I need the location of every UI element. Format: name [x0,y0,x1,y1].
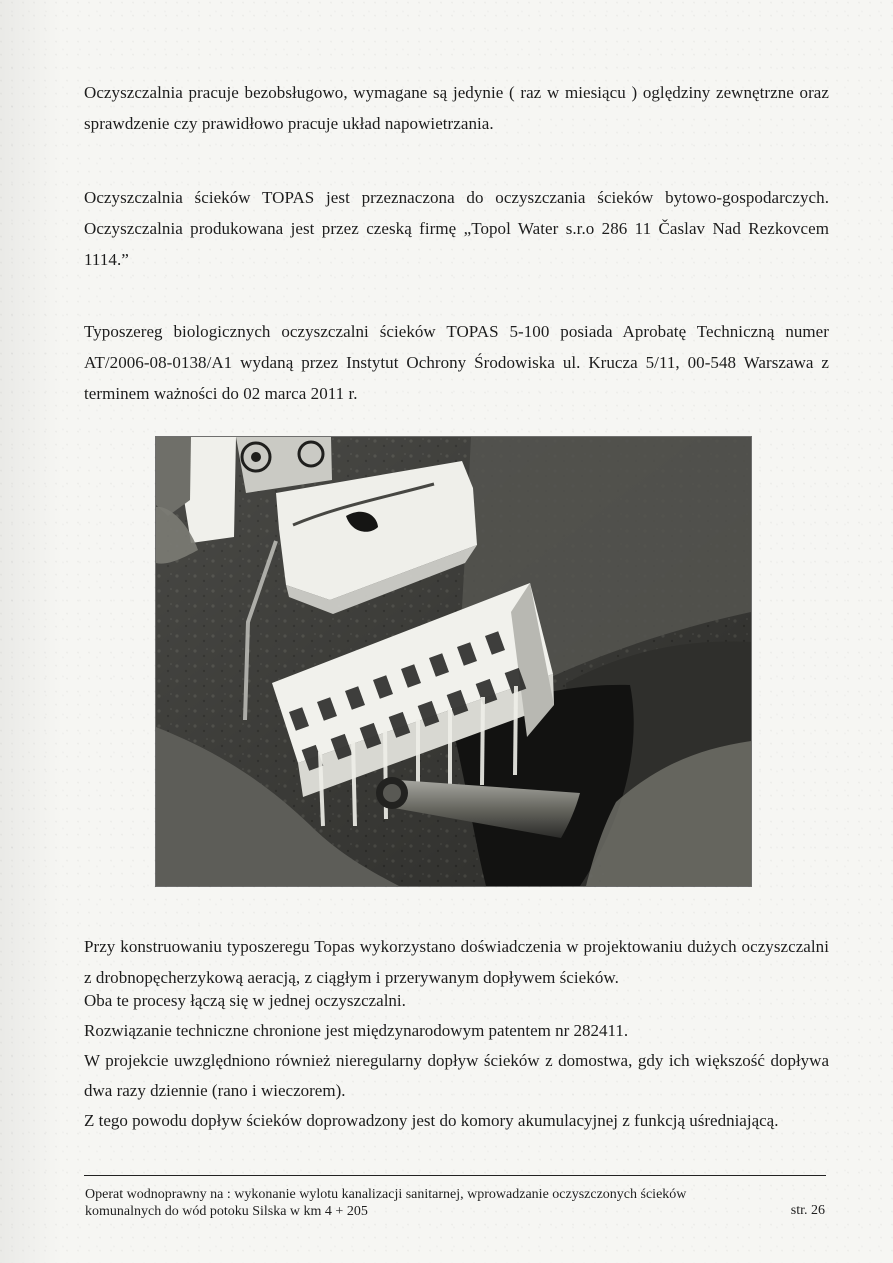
technical-note: W projekcie uwzględniono również nieregularny dopływ ścieków z domostwa, gdy ich większość dopływa dwa razy dziennie (rano i wieczorem). [84,1051,829,1100]
footer-location: komunalnych do wód potoku Silska w km 4 + 205 [85,1204,368,1219]
technical-notes [84,986,829,1136]
technical-note: Oba te procesy łączą się w jednej oczyszczalni. [84,991,406,1010]
footer-line-1: Operat wodnoprawny na : wykonanie wylotu kanalizacji sanitarnej, wprowadzanie oczyszczonych ścieków [85,1187,687,1202]
footer-divider [84,1175,826,1176]
paragraph-technical-approval: Typoszereg biologicznych oczyszczalni ścieków TOPAS 5-100 posiada Aprobatę Techniczną numer AT/2006-08-0138/A1 wydaną przez Instytut Ochrony Środowiska ul. Krucza 5/11, 00-548 Warszawa z terminem ważności do 02 marca 2011 r. [84,322,829,403]
paragraph-topas-purpose: Oczyszczalnia ścieków TOPAS jest przeznaczona do oczyszczania ścieków bytowo-gospodarczych. Oczyszczalnia produkowana jest przez czeską firmę „Topol Water s.r.o 286 11 Časlav Nad Rezkovcem 1114.” [84,188,829,269]
excavation-photo-icon [156,437,751,886]
technical-note: Z tego powodu dopływ ścieków doprowadzony jest do komory akumulacyjnej z funkcją uśredniającą. [84,1111,779,1130]
paragraph-maintenance: Oczyszczalnia pracuje bezobsługowo, wymagane są jedynie ( raz w miesiącu ) oględziny zewnętrzne oraz sprawdzenie czy prawidłowo pracuje układ napowietrzania. [84,83,829,133]
document-footer [85,1186,825,1220]
excavation-photo [156,437,751,886]
page-number: str. 26 [790,1203,825,1218]
technical-note: Rozwiązanie techniczne chronione jest międzynarodowym patentem nr 282411. [84,1021,629,1040]
paragraph-design-experience: Przy konstruowaniu typoszeregu Topas wykorzystano doświadczenia w projektowaniu dużych oczyszczalni z drobnopęcherzykową aeracją, z ciągłym i przerywanym dopływem ścieków. [84,937,829,987]
footer-line-2 [85,1203,825,1220]
